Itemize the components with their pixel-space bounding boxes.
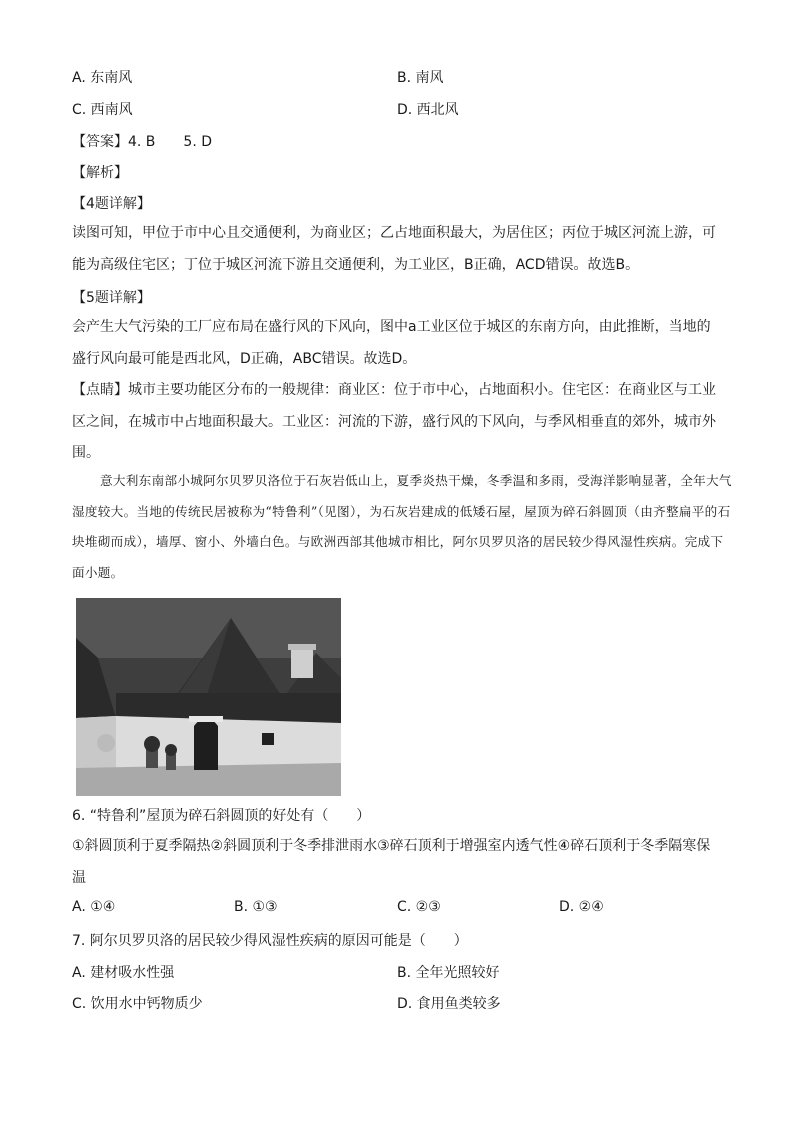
key-point-tag: 【点睛】 (72, 382, 128, 398)
q5-detail-text: 会产生大气污染的工厂应布局在盛行风的下风向，图中a工业区位于城区的东南方向，由此推断，当地的盛行风向最可能是西北风，D正确，ABC错误。故选D。 (72, 319, 711, 367)
q6-option-b: B. ①③ (234, 899, 278, 915)
analysis-tag: 【解析】 (72, 165, 128, 181)
q5-option-b: B. 南风 (397, 70, 444, 86)
answer-tag: 【答案】 (72, 134, 128, 150)
q4-detail-text: 读图可知，甲位于市中心且交通便利，为商业区；乙占地面积最大，为居住区；丙位于城区河流上游，可能为高级住宅区；丁位于城区河流下游且交通便利，为工业区，B正确，ACD错误。故选B。 (72, 225, 716, 273)
q6-option-c: C. ②③ (397, 899, 441, 915)
trulli-house-photo (76, 598, 341, 796)
q7-option-b: B. 全年光照较好 (397, 965, 500, 981)
answer-line (72, 131, 212, 151)
key-point-text: 城市主要功能区分布的一般规律：商业区：位于市中心，占地面积小。住宅区：在商业区与工业区之间，在城市中占地面积最大。工业区：河流的下游，盛行风的下风向，与季风相垂直的郊外，城市外围。 (72, 382, 716, 461)
passage-text: 意大利东南部小城阿尔贝罗贝洛位于石灰岩低山上，夏季炎热干燥，冬季温和多雨，受海洋影响显著，全年大气湿度较大。当地的传统民居被称为“特鲁利”（见图），为石灰岩建成的低矮石屋，屋顶为碎石斜圆顶（由齐整扁平的石块堆砌而成），墙厚、窗小、外墙白色。与欧洲西部其他城市相比，阿尔贝罗贝洛的居民较少得风湿性疾病。完成下面小题。 (72, 473, 732, 580)
q6-statements: ①斜圆顶利于夏季隔热②斜圆顶利于冬季排泄雨水③碎石顶利于增强室内透气性④碎石顶利于冬季隔寒保温 (72, 838, 711, 886)
q7-option-c: C. 饮用水中钙物质少 (72, 996, 203, 1012)
q6-option-a: A. ①④ (72, 899, 116, 915)
q5-option-a: A. 东南风 (72, 70, 133, 86)
q6-stem: 6. “特鲁利”屋顶为碎石斜圆顶的好处有（ ） (72, 808, 371, 824)
q5-option-d: D. 西北风 (397, 102, 459, 118)
key-point (72, 375, 722, 470)
q7-stem: 7. 阿尔贝罗贝洛的居民较少得风湿性疾病的原因可能是（ ） (72, 933, 468, 949)
answer-text: 4. B 5. D (128, 134, 212, 150)
q7-option-d: D. 食用鱼类较多 (397, 996, 501, 1012)
q5-option-c: C. 西南风 (72, 102, 133, 118)
q6-option-d: D. ②④ (559, 899, 604, 915)
reading-passage (72, 466, 732, 588)
q7-option-a: A. 建材吸水性强 (72, 965, 175, 981)
q5-detail-tag: 【5题详解】 (72, 290, 151, 306)
q4-detail-tag: 【4题详解】 (72, 196, 151, 212)
